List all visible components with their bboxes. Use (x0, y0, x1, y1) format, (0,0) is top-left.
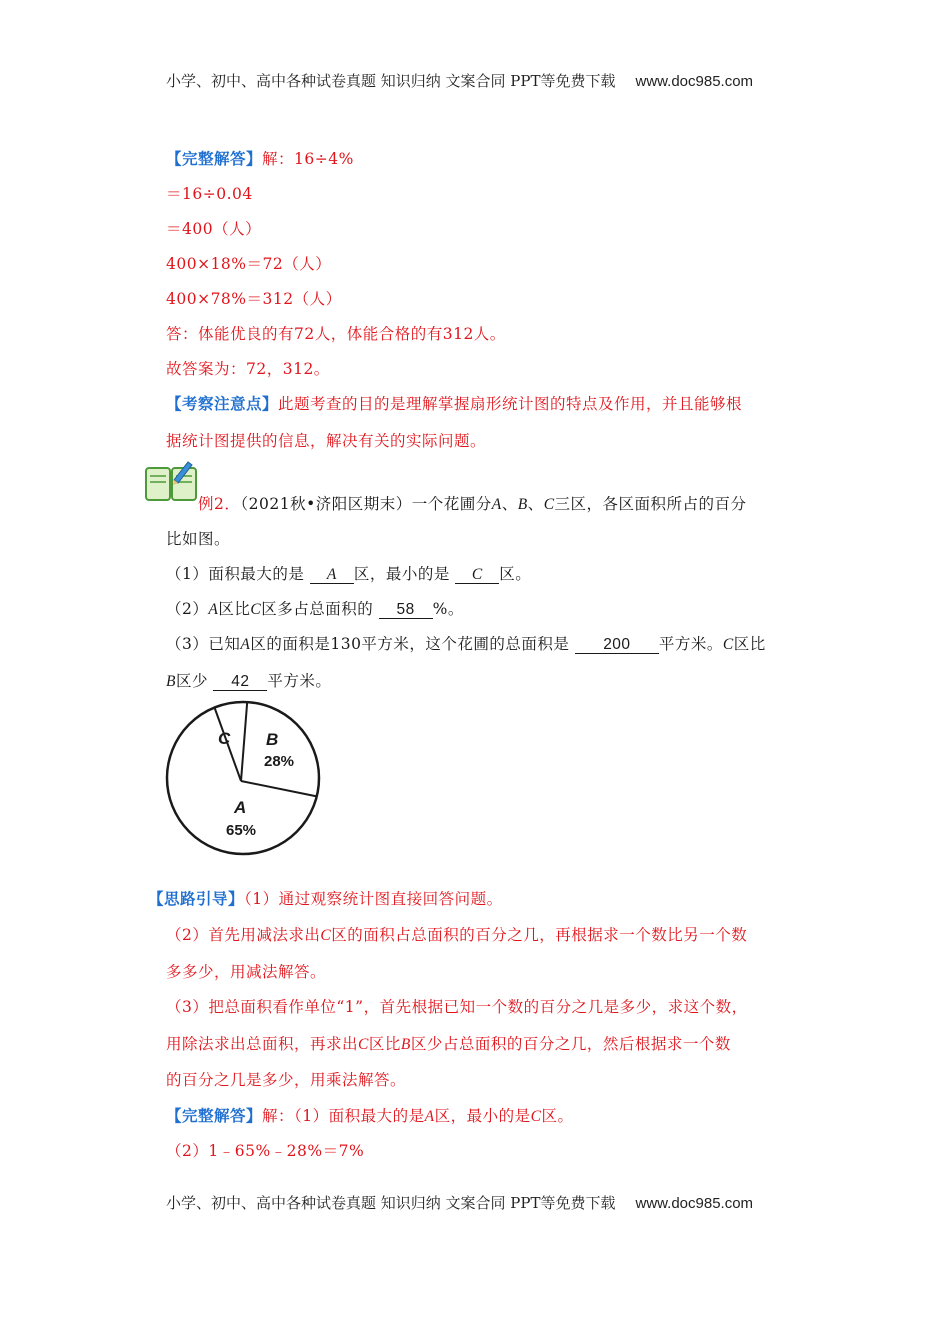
guide-line-4: （3）把总面积看作单位“1”，首先根据已知一个数的百分之几是多少，求这个数， (166, 998, 748, 1016)
guide-l5-b: B (400, 1036, 411, 1053)
guide-l5-pre: 用除法求出总面积，再求出 (166, 1035, 359, 1053)
question-3-line-2 (166, 669, 331, 691)
stem-c: C (543, 496, 555, 513)
answer1-line-7: 故答案为：72，312。 (166, 360, 330, 378)
q3-c: C (722, 636, 734, 653)
q2-mid2: 区多占总面积的 (261, 600, 374, 618)
answer1-line-2: ＝16÷0.04 (166, 185, 253, 203)
answer1-tag: 【完整解答】 (166, 149, 263, 168)
guide-line-6: 的百分之几是多少，用乘法解答。 (166, 1071, 407, 1089)
stem-text-1-end: 三区，各区面积所占的百分 (554, 495, 747, 513)
note1-line-1 (166, 392, 742, 414)
q1-text-end: 区。 (499, 565, 532, 583)
q3-b: B (166, 673, 176, 690)
guide-line-3: 多多少，用减法解答。 (166, 963, 327, 981)
answer2-line-2: （2）1﹣65%﹣28%＝7% (166, 1142, 365, 1160)
note1-text-1: 此题考查的目的是理解掌握扇形统计图的特点及作用，并且能够根 (278, 395, 743, 413)
guide-c: C (320, 927, 332, 944)
page-header (166, 70, 753, 91)
example2-stem-line-1 (198, 492, 747, 514)
q3-answer-1: 200 (575, 636, 659, 654)
book-pencil-icon (144, 458, 200, 504)
stem-a: A (491, 496, 502, 513)
stem-b: B (517, 496, 528, 513)
header-url: www.doc985.com (635, 73, 754, 90)
note1-tag: 【考察注意点】 (166, 394, 279, 413)
q3-end: 平方米。 (267, 672, 332, 690)
q1-answer-2: C (455, 566, 499, 584)
q2-a: A (208, 601, 219, 618)
footer-url: www.doc985.com (635, 1195, 754, 1212)
q3-a: A (240, 636, 251, 653)
guide-l5-mid: 区比 (368, 1035, 401, 1053)
q3-mid3: 区比 (733, 635, 766, 653)
guide-l5-post: 区少占总面积的百分之几，然后根据求一个数 (410, 1035, 731, 1053)
q2-answer: 58 (379, 601, 433, 619)
guide-line-5 (166, 1032, 731, 1054)
answer2-l1-end: 区。 (541, 1107, 574, 1125)
answer1-line-6: 答：体能优良的有72人，体能合格的有312人。 (166, 325, 506, 343)
q3-mid: 区的面积是130平方米，这个花圃的总面积是 (250, 635, 570, 653)
answer1-line-5: 400×78%＝312（人） (166, 290, 342, 308)
pie-value-b: 28% (264, 753, 295, 770)
q1-text: （1）面积最大的是 (166, 565, 305, 583)
answer1-text: 解：16÷4% (262, 150, 354, 168)
page-footer (166, 1192, 753, 1213)
answer2-line-1 (166, 1104, 573, 1126)
guide-l2-post: 区的面积占总面积的百分之几，再根据求一个数比另一个数 (331, 926, 748, 944)
q2-text: （2） (166, 600, 209, 618)
guide-l2-pre: （2）首先用减法求出 (166, 926, 321, 944)
stem-text-1: （2021秋•济阳区期末）一个花圃分 (240, 495, 492, 513)
question-2 (166, 597, 464, 619)
stem-sep-2: 、 (527, 495, 544, 513)
answer2-tag: 【完整解答】 (166, 1106, 263, 1125)
pie-label-a: A (234, 798, 247, 817)
q1-text-mid: 区，最小的是 (353, 565, 450, 583)
example2-label: 例2． (198, 495, 241, 513)
q2-c: C (250, 601, 262, 618)
answer2-a: A (424, 1108, 435, 1125)
answer2-c: C (530, 1108, 542, 1125)
example2-stem-line-2: 比如图。 (166, 530, 231, 548)
guide-l5-c: C (358, 1036, 369, 1053)
q1-answer-1: A (310, 566, 354, 584)
answer2-l1-pre: 解：（1）面积最大的是 (262, 1107, 425, 1125)
answer2-l1-mid: 区，最小的是 (434, 1107, 531, 1125)
answer1-line-3: ＝400（人） (166, 220, 262, 238)
note1-line-2: 据统计图提供的信息，解决有关的实际问题。 (166, 432, 487, 450)
stem-sep-1: 、 (501, 495, 518, 513)
q3-mid2: 平方米。 (658, 635, 723, 653)
q3-text: （3）已知 (166, 635, 241, 653)
header-text: 小学、初中、高中各种试卷真题 知识归纳 文案合同 PPT等免费下载 (166, 72, 616, 90)
pie-label-b: B (266, 730, 279, 749)
guide-text-1: （1）通过观察统计图直接回答问题。 (244, 890, 503, 908)
guide-line-2 (166, 923, 747, 945)
question-3-line-1 (166, 632, 766, 654)
answer1-line-1 (166, 147, 354, 169)
pie-label-c: C (218, 729, 231, 748)
pie-value-a: 65% (226, 822, 257, 839)
footer-text: 小学、初中、高中各种试卷真题 知识归纳 文案合同 PPT等免费下载 (166, 1194, 616, 1212)
guide-line-1 (148, 887, 503, 909)
guide-tag: 【思路引导】 (148, 889, 245, 908)
q2-end: %。 (432, 600, 464, 618)
pie-chart (160, 692, 330, 864)
q3-answer-2: 42 (213, 673, 267, 691)
question-1 (166, 562, 531, 584)
answer1-line-4: 400×18%＝72（人） (166, 255, 332, 273)
q3-line2-mid: 区少 (175, 672, 208, 690)
q2-mid1: 区比 (218, 600, 251, 618)
